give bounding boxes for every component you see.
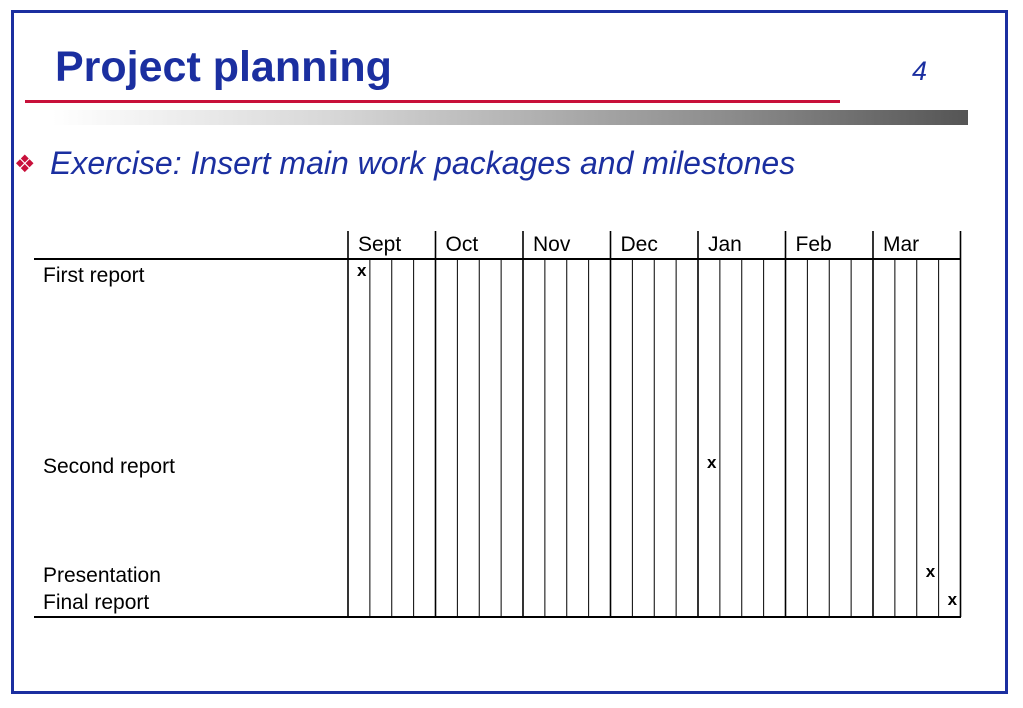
milestone-marker: x bbox=[947, 590, 958, 609]
month-label-jan: Jan bbox=[708, 233, 742, 256]
slide-title: Project planning bbox=[55, 43, 392, 91]
month-label-feb: Feb bbox=[795, 233, 832, 256]
milestone-marker: x bbox=[925, 562, 936, 581]
milestone-marker: x bbox=[707, 453, 717, 472]
exercise-subtitle: Exercise: Insert main work packages and milestones bbox=[50, 145, 796, 181]
row-label-first-report: First report bbox=[43, 264, 145, 287]
milestone-marker: x bbox=[357, 261, 367, 280]
page-number: 4 bbox=[912, 56, 928, 86]
month-label-mar: Mar bbox=[883, 233, 920, 256]
month-label-nov: Nov bbox=[533, 233, 571, 256]
month-label-sept: Sept bbox=[358, 233, 402, 256]
row-label-second-report: Second report bbox=[43, 455, 175, 478]
month-label-oct: Oct bbox=[445, 233, 479, 256]
row-label-final-report: Final report bbox=[43, 591, 150, 614]
row-label-presentation: Presentation bbox=[43, 564, 161, 587]
diamond-bullet-icon: ❖ bbox=[14, 151, 36, 178]
month-label-dec: Dec bbox=[620, 233, 658, 256]
